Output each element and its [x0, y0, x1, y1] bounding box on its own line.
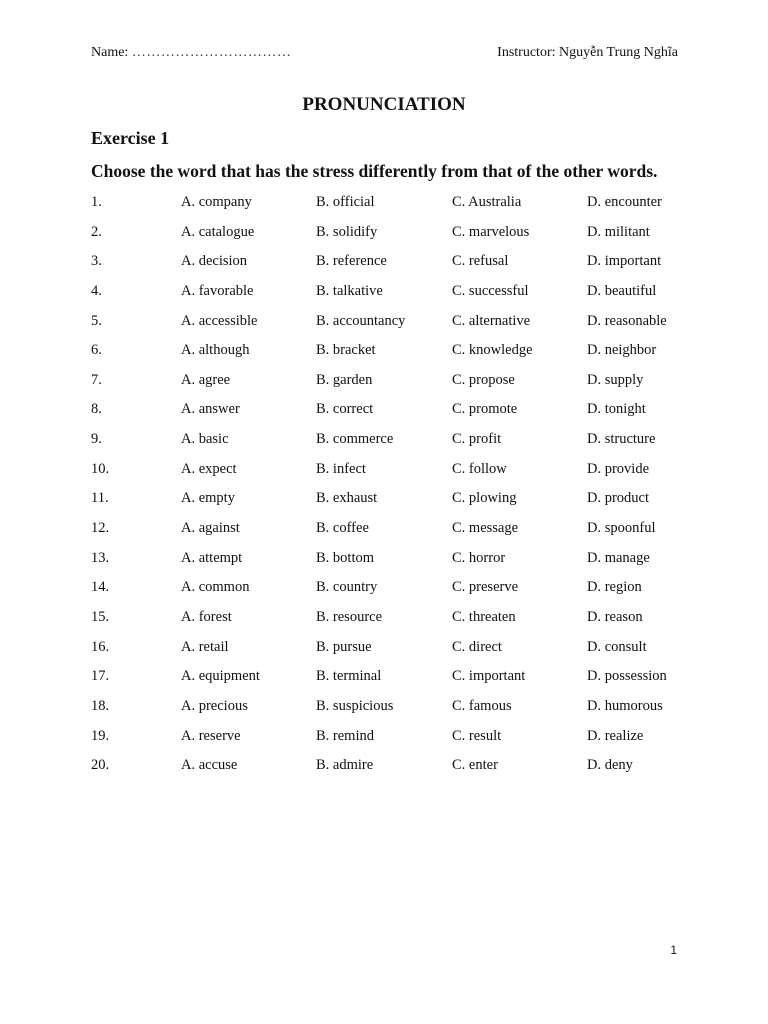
- option-b: B. commerce: [316, 431, 394, 448]
- option-c: C. knowledge: [452, 342, 533, 359]
- question-number: 6.: [91, 342, 102, 359]
- option-d: D. product: [587, 490, 650, 507]
- option-a: A. decision: [181, 253, 248, 270]
- option-a: A. catalogue: [181, 223, 255, 240]
- option-a: A. expect: [181, 460, 237, 477]
- option-b: B. coffee: [316, 520, 369, 537]
- option-c: C. successful: [452, 282, 529, 299]
- option-c: C. result: [452, 727, 502, 744]
- question-number: 9.: [91, 431, 102, 448]
- option-a: A. although: [181, 342, 250, 359]
- option-a: A. answer: [181, 401, 240, 418]
- option-b: B. suspicious: [316, 697, 394, 714]
- option-d: D. militant: [587, 223, 650, 240]
- page-title: PRONUNCIATION: [302, 94, 466, 115]
- question-row: [91, 425, 691, 455]
- question-row: [91, 307, 691, 337]
- option-c: C. marvelous: [452, 223, 530, 240]
- option-d: D. reasonable: [587, 312, 667, 329]
- option-a: A. empty: [181, 490, 235, 507]
- question-row: [91, 751, 691, 781]
- option-c: C. preserve: [452, 579, 519, 596]
- instructor-label: Instructor: Nguyễn Trung Nghĩa: [497, 45, 678, 60]
- option-b: B. exhaust: [316, 490, 378, 507]
- option-c: C. horror: [452, 549, 506, 566]
- option-c: C. profit: [452, 431, 502, 448]
- exercise-instruction: Choose the word that has the stress differently from that of the other words.: [91, 161, 658, 181]
- option-a: A. reserve: [181, 727, 241, 744]
- option-c: C. follow: [452, 460, 507, 477]
- option-d: D. region: [587, 579, 642, 596]
- option-c: C. promote: [452, 401, 518, 418]
- option-a: A. common: [181, 579, 250, 596]
- option-d: D. reason: [587, 608, 643, 625]
- option-b: B. infect: [316, 460, 366, 477]
- option-a: A. company: [181, 194, 252, 210]
- question-row: [91, 692, 691, 722]
- option-a: A. accessible: [181, 312, 258, 329]
- name-field: [91, 45, 291, 61]
- question-row: [91, 455, 691, 485]
- option-a: A. retail: [181, 638, 229, 655]
- option-c: C. famous: [452, 697, 512, 714]
- question-row: [91, 662, 691, 692]
- option-c: C. alternative: [452, 312, 531, 329]
- question-number: 15.: [91, 608, 110, 625]
- question-row: [91, 722, 691, 752]
- option-b: B. reference: [316, 253, 387, 270]
- option-b: B. official: [316, 194, 375, 210]
- option-b: B. correct: [316, 401, 374, 418]
- option-b: B. accountancy: [316, 312, 406, 329]
- option-b: B. country: [316, 579, 378, 596]
- option-b: B. solidify: [316, 223, 378, 240]
- option-a: A. favorable: [181, 282, 254, 299]
- option-d: D. supply: [587, 371, 644, 388]
- question-row: [91, 247, 691, 277]
- option-b: B. pursue: [316, 638, 372, 655]
- question-row: [91, 544, 691, 574]
- option-c: C. threaten: [452, 608, 516, 625]
- option-d: D. humorous: [587, 697, 663, 714]
- option-a: A. attempt: [181, 549, 243, 566]
- option-c: C. Australia: [452, 194, 522, 210]
- option-a: A. forest: [181, 608, 232, 625]
- question-number: 10.: [91, 460, 110, 477]
- option-a: A. against: [181, 520, 240, 537]
- option-c: C. message: [452, 520, 519, 537]
- question-number: 16.: [91, 638, 110, 655]
- option-c: C. direct: [452, 638, 502, 655]
- question-number: 13.: [91, 549, 110, 566]
- question-row: [91, 484, 691, 514]
- question-row: [91, 277, 691, 307]
- option-c: C. refusal: [452, 253, 509, 270]
- option-d: D. realize: [587, 727, 644, 744]
- question-row: [91, 603, 691, 633]
- name-blank: ……………………………: [131, 45, 292, 60]
- question-row: [91, 366, 691, 396]
- question-number: 5.: [91, 312, 102, 329]
- question-number: 1.: [91, 194, 102, 210]
- option-b: B. talkative: [316, 282, 383, 299]
- question-number: 17.: [91, 668, 110, 685]
- page-number: 1: [670, 943, 677, 957]
- option-d: D. spoonful: [587, 520, 656, 537]
- option-b: B. bracket: [316, 342, 376, 359]
- question-list: [91, 188, 691, 781]
- question-row: [91, 188, 691, 218]
- option-d: D. manage: [587, 549, 650, 566]
- question-row: [91, 573, 691, 603]
- option-c: C. propose: [452, 371, 515, 388]
- option-d: D. important: [587, 253, 662, 270]
- question-row: [91, 514, 691, 544]
- page-header: [91, 45, 678, 65]
- question-row: [91, 633, 691, 663]
- option-d: D. deny: [587, 757, 633, 774]
- question-number: 14.: [91, 579, 110, 596]
- option-b: B. bottom: [316, 549, 375, 566]
- question-row: [91, 395, 691, 425]
- question-number: 3.: [91, 253, 102, 270]
- option-c: C. plowing: [452, 490, 517, 507]
- option-d: D. structure: [587, 431, 656, 448]
- option-b: B. resource: [316, 608, 383, 625]
- question-row: [91, 336, 691, 366]
- question-number: 11.: [91, 490, 109, 507]
- option-a: A. agree: [181, 371, 231, 388]
- option-b: B. terminal: [316, 668, 382, 685]
- option-b: B. remind: [316, 727, 374, 744]
- option-d: D. encounter: [587, 194, 662, 210]
- question-number: 12.: [91, 520, 110, 537]
- question-number: 8.: [91, 401, 102, 418]
- option-d: D. neighbor: [587, 342, 657, 359]
- option-d: D. consult: [587, 638, 647, 655]
- question-number: 19.: [91, 727, 110, 744]
- question-row: [91, 218, 691, 248]
- option-d: D. tonight: [587, 401, 646, 418]
- option-b: B. garden: [316, 371, 373, 388]
- option-a: A. basic: [181, 431, 229, 448]
- option-a: A. precious: [181, 697, 248, 714]
- question-number: 7.: [91, 371, 102, 388]
- option-d: D. beautiful: [587, 282, 657, 299]
- option-c: C. enter: [452, 757, 498, 774]
- question-number: 4.: [91, 282, 102, 299]
- question-number: 20.: [91, 757, 110, 774]
- option-a: A. equipment: [181, 668, 260, 685]
- option-b: B. admire: [316, 757, 374, 774]
- question-number: 18.: [91, 697, 110, 714]
- name-label: Name:: [91, 45, 129, 60]
- option-a: A. accuse: [181, 757, 238, 774]
- question-number: 2.: [91, 223, 102, 240]
- option-d: D. possession: [587, 668, 667, 685]
- option-d: D. provide: [587, 460, 650, 477]
- option-c: C. important: [452, 668, 526, 685]
- exercise-heading: Exercise 1: [91, 128, 170, 148]
